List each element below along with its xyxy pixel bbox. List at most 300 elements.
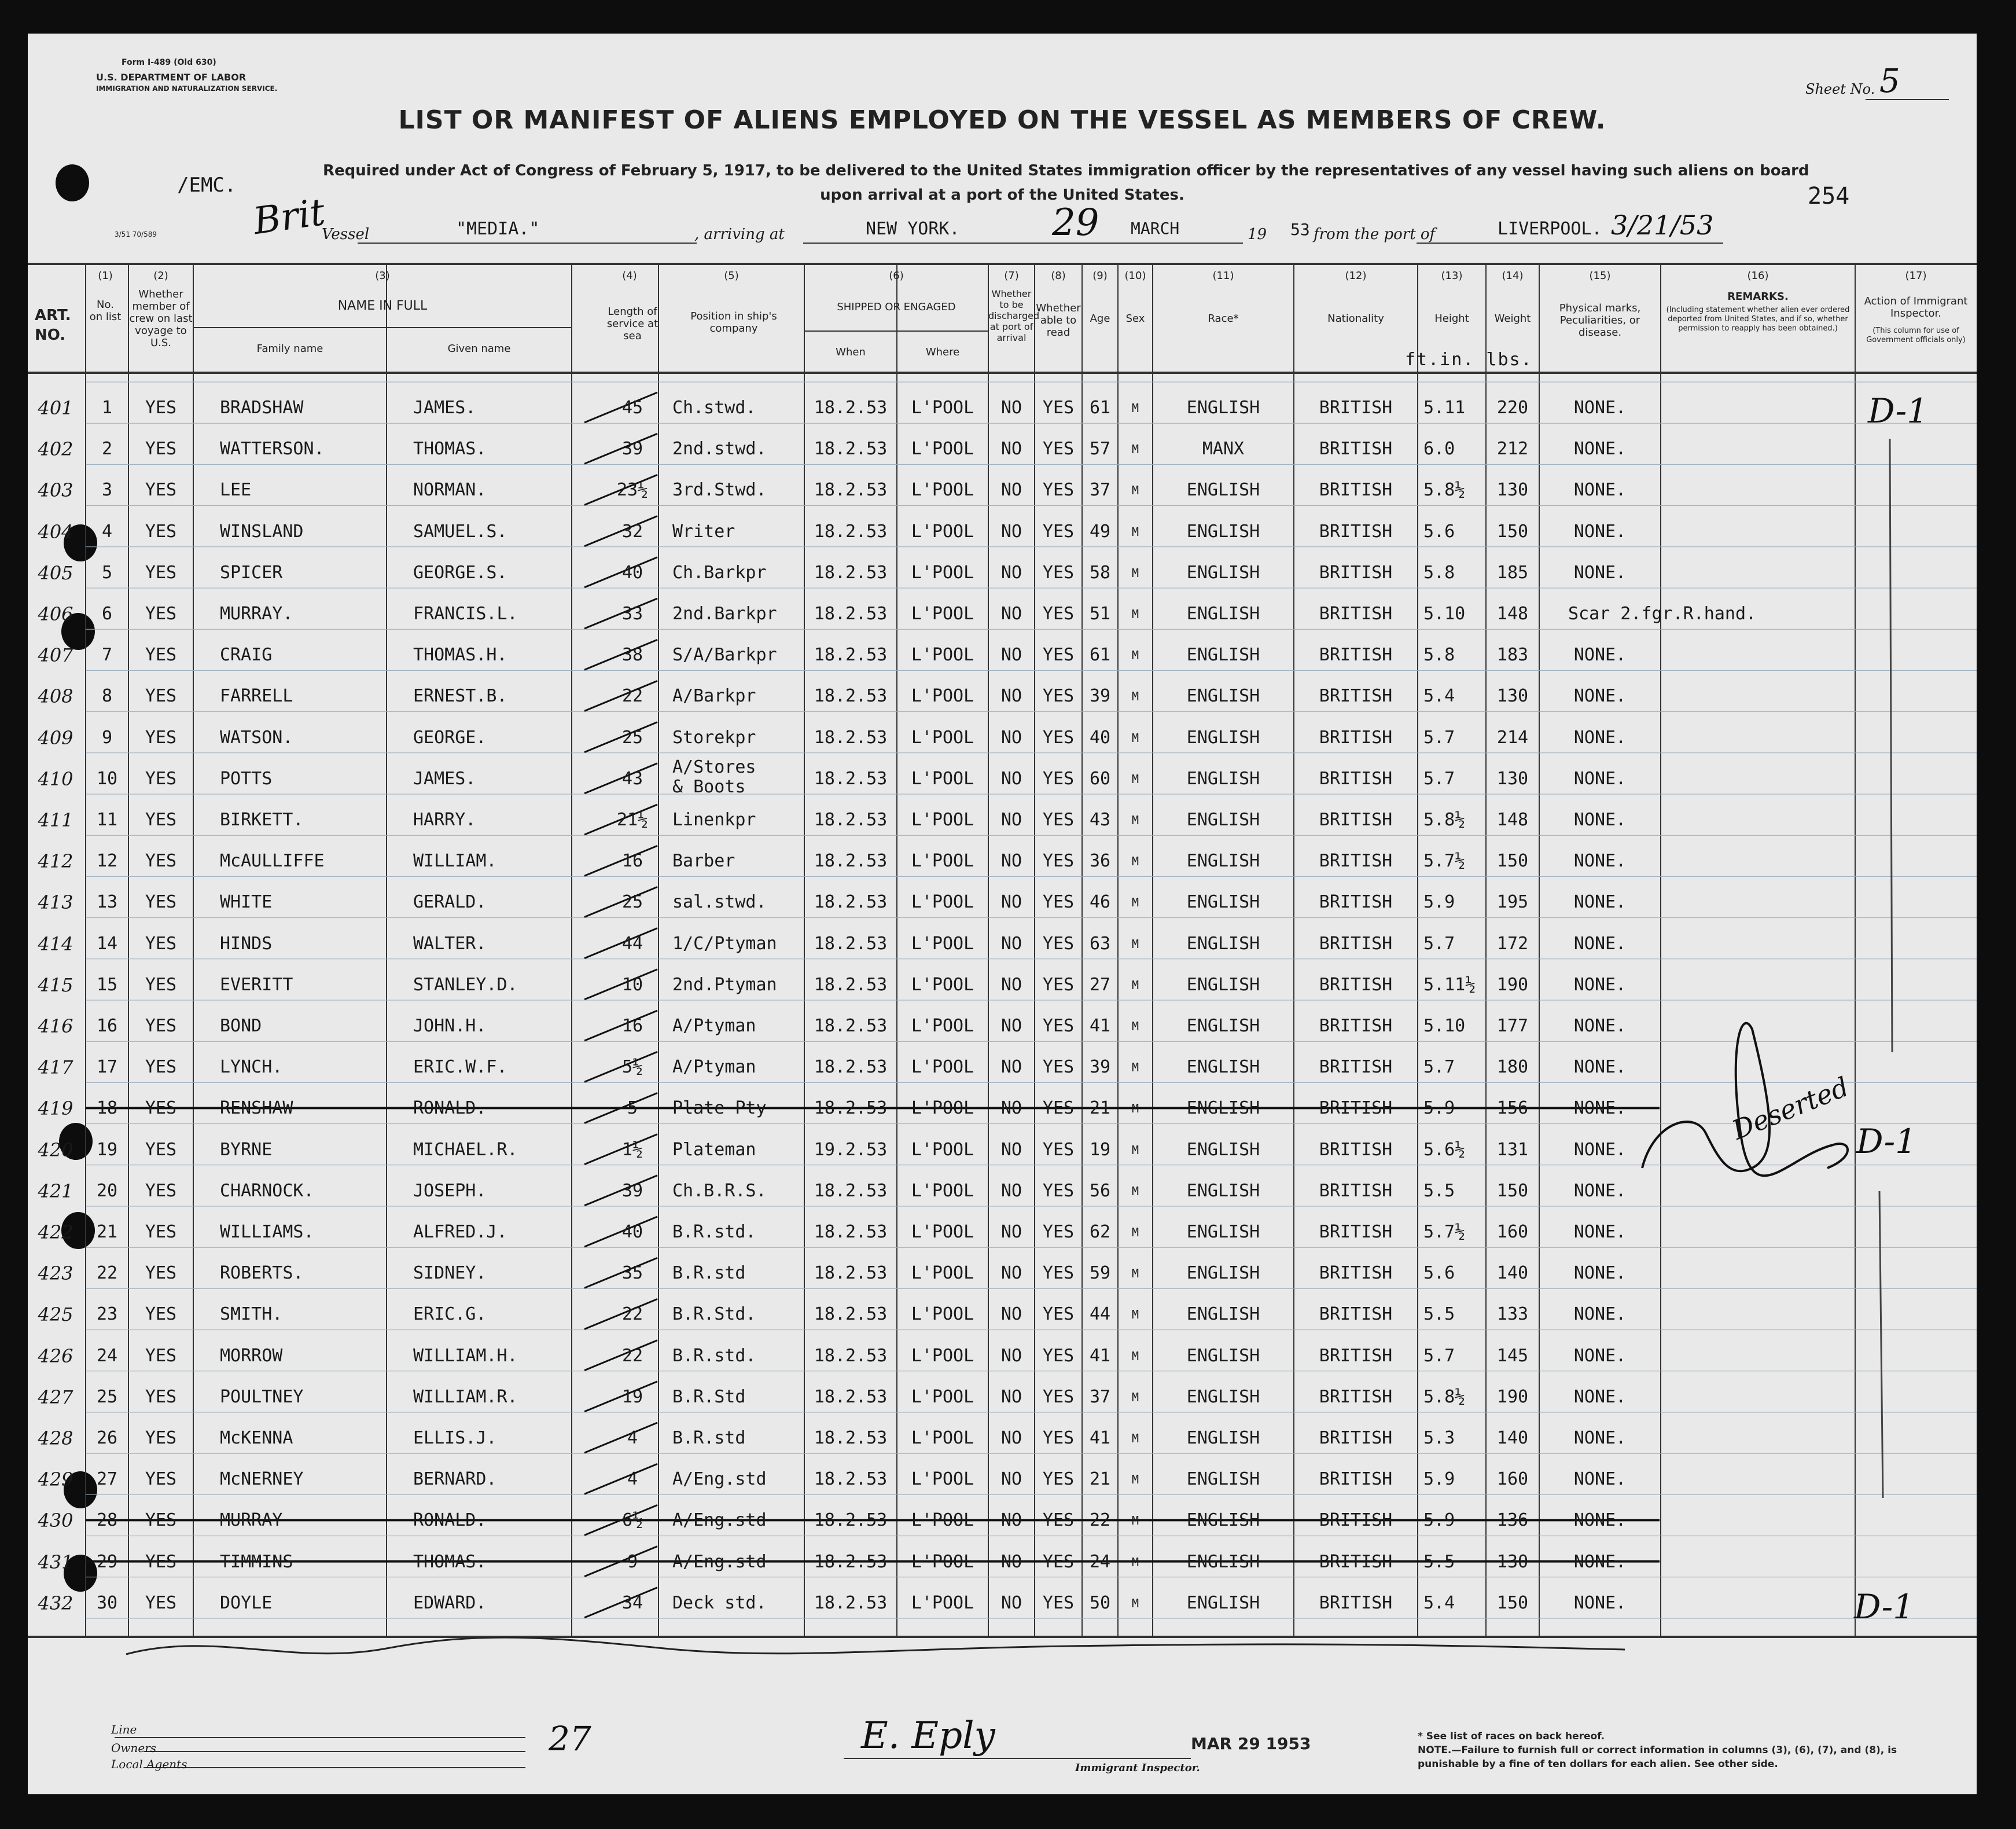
cell-sex: M [1131, 689, 1139, 704]
form-number: Form I-489 (Old 630) [122, 58, 216, 67]
cell-no: 7 [101, 645, 113, 666]
header-number: (7) [1004, 270, 1019, 282]
cell-age: 57 [1089, 439, 1111, 460]
cell-when: 18.2.53 [814, 1057, 888, 1078]
cell-disch: NO [1000, 974, 1022, 995]
cell-marks: NONE. [1573, 1304, 1627, 1325]
cell-when: 18.2.53 [814, 562, 888, 583]
deserted-signature: Deserted [1727, 1071, 1853, 1146]
cell-given: GERALD. [413, 892, 487, 913]
cell-weight: 150 [1496, 521, 1529, 542]
cell-age: 46 [1089, 892, 1111, 913]
cell-marks: NONE. [1573, 1139, 1627, 1160]
cell-nat: BRITISH [1319, 1469, 1393, 1490]
cell-family: WATTERSON. [220, 439, 325, 460]
cell-age: 59 [1089, 1263, 1111, 1284]
cell-disch: NO [1000, 1551, 1022, 1572]
cell-family: CRAIG [220, 645, 273, 666]
cell-last: YES [145, 1345, 177, 1366]
cell-no: 16 [96, 1016, 118, 1036]
header-discharged: Whether to be discharged at port of arrival [988, 288, 1040, 343]
cell-where: L'POOL [911, 1386, 974, 1407]
cell-last: YES [145, 1551, 177, 1572]
cell-disch: NO [1000, 1304, 1022, 1325]
cell-given: JOHN.H. [413, 1016, 487, 1036]
cell-race: ENGLISH [1186, 1345, 1260, 1366]
cell-read: YES [1042, 1428, 1075, 1448]
cell-last: YES [145, 1263, 177, 1284]
cell-weight: 156 [1496, 1098, 1529, 1119]
cell-service: 4 [627, 1469, 638, 1490]
cell-read: YES [1042, 1510, 1075, 1531]
cell-family: SPICER [220, 562, 283, 583]
cell-last: YES [145, 439, 177, 460]
cell-nat: BRITISH [1319, 645, 1393, 666]
cell-family: MURRAY. [220, 604, 293, 624]
cell-position: B.R.std [672, 1263, 746, 1284]
cell-nat: BRITISH [1319, 1057, 1393, 1078]
cell-no: 15 [96, 974, 118, 995]
cell-when: 18.2.53 [814, 1098, 888, 1119]
cell-where: L'POOL [911, 1304, 974, 1325]
cell-service: 22 [621, 1345, 643, 1366]
form-title: LIST OR MANIFEST OF ALIENS EMPLOYED ON THE VESSEL AS MEMBERS OF CREW. [398, 105, 1606, 135]
cell-age: 39 [1089, 1057, 1111, 1078]
cell-height: 5.8 [1423, 645, 1455, 666]
cell-disch: NO [1000, 1428, 1022, 1448]
cell-position: A/Eng.std [672, 1551, 767, 1572]
cell-age: 60 [1089, 768, 1111, 789]
cell-age: 61 [1089, 398, 1111, 418]
cell-no: 21 [96, 1222, 118, 1242]
cell-marks: NONE. [1573, 1016, 1627, 1036]
cell-weight: 148 [1496, 604, 1529, 624]
cell-last: YES [145, 1016, 177, 1036]
cell-where: L'POOL [911, 645, 974, 666]
cell-last: YES [145, 645, 177, 666]
cell-read: YES [1042, 1304, 1075, 1325]
cell-height: 5.6 [1423, 521, 1455, 542]
cell-disch: NO [1000, 604, 1022, 624]
service-name: IMMIGRATION AND NATURALIZATION SERVICE. [96, 85, 278, 93]
cell-position: B.R.std. [672, 1345, 756, 1366]
sheet-number: 5 [1879, 63, 1900, 100]
cell-given: SIDNEY. [413, 1263, 487, 1284]
header-number: (4) [622, 270, 637, 282]
cell-where: L'POOL [911, 1057, 974, 1078]
inspector-label: Immigrant Inspector. [1075, 1762, 1200, 1774]
form-subtitle-2: upon arrival at a port of the United States. [820, 186, 1184, 204]
cell-given: JAMES. [413, 398, 476, 418]
cell-sex: M [1131, 1431, 1139, 1445]
inspector-signature: E. Eply [861, 1714, 995, 1757]
cell-given: THOMAS. [413, 1551, 487, 1572]
cell-sex: M [1131, 1019, 1139, 1033]
cell-sex: M [1131, 1390, 1139, 1404]
cell-marks: NONE. [1573, 398, 1627, 418]
cell-when: 18.2.53 [814, 521, 888, 542]
cell-nat: BRITISH [1319, 1304, 1393, 1325]
cell-position: B.R.Std. [672, 1304, 756, 1325]
cell-position: A/Eng.std [672, 1469, 767, 1490]
cell-marks: NONE. [1573, 1428, 1627, 1448]
cell-given: GEORGE.S. [413, 562, 507, 583]
cell-family: HINDS [220, 933, 273, 954]
header-shipped-engaged: SHIPPED OR ENGAGED [837, 301, 956, 313]
cell-sex: M [1131, 442, 1139, 457]
cell-read: YES [1042, 851, 1075, 872]
cell-art: 427 [38, 1386, 73, 1408]
cell-age: 41 [1089, 1428, 1111, 1448]
cell-where: L'POOL [911, 1469, 974, 1490]
cell-read: YES [1042, 727, 1075, 748]
cell-weight: 150 [1496, 1592, 1529, 1613]
cell-when: 18.2.53 [814, 974, 888, 995]
cell-height: 5.11 [1423, 398, 1466, 418]
units-row: ft.in. lbs. [1405, 350, 1533, 370]
cell-last: YES [145, 604, 177, 624]
cell-given: MICHAEL.R. [413, 1139, 518, 1160]
header-number: (8) [1051, 270, 1066, 282]
cell-where: L'POOL [911, 892, 974, 913]
cell-last: YES [145, 1304, 177, 1325]
cell-where: L'POOL [911, 1510, 974, 1531]
cell-position: 3rd.Stwd. [672, 480, 767, 501]
cell-height: 5.9 [1423, 1469, 1455, 1490]
cell-race: ENGLISH [1186, 1098, 1260, 1119]
cell-family: SMITH. [220, 1304, 283, 1325]
cell-art: 432 [38, 1592, 73, 1614]
header-where: Where [925, 346, 960, 358]
cell-when: 18.2.53 [814, 686, 888, 707]
cell-weight: 130 [1496, 686, 1529, 707]
header-number: (11) [1212, 270, 1234, 282]
cell-no: 25 [96, 1386, 118, 1407]
cell-age: 39 [1089, 686, 1111, 707]
cell-service: 39 [621, 439, 643, 460]
cell-no: 23 [96, 1304, 118, 1325]
header-no-on-list: No. on list [89, 299, 122, 323]
cell-read: YES [1042, 768, 1075, 789]
cell-age: 62 [1089, 1222, 1111, 1242]
cell-disch: NO [1000, 562, 1022, 583]
header-number: (13) [1441, 270, 1463, 282]
cell-disch: NO [1000, 810, 1022, 830]
vessel-name: "MEDIA." [456, 219, 540, 239]
cell-height: 5.5 [1423, 1304, 1455, 1325]
header-nationality: Nationality [1327, 313, 1384, 325]
vessel-label: Vessel [322, 226, 370, 243]
cell-last: YES [145, 727, 177, 748]
cell-read: YES [1042, 1222, 1075, 1242]
cell-where: L'POOL [911, 562, 974, 583]
header-weight: Weight [1494, 313, 1531, 325]
header-number: (1) [98, 270, 113, 282]
cell-art: 430 [38, 1510, 73, 1532]
cell-art: 411 [38, 809, 73, 831]
cell-height: 5.4 [1423, 686, 1455, 707]
cell-height: 5.4 [1423, 1592, 1455, 1613]
cell-age: 63 [1089, 933, 1111, 954]
cell-art: 419 [38, 1097, 73, 1120]
cell-no: 5 [101, 562, 113, 583]
cell-weight: 190 [1496, 1386, 1529, 1407]
cell-nat: BRITISH [1319, 398, 1393, 418]
cell-height: 5.9 [1423, 892, 1455, 913]
cell-race: ENGLISH [1186, 398, 1260, 418]
cell-sex: M [1131, 1225, 1139, 1239]
cell-when: 18.2.53 [814, 1304, 888, 1325]
cell-last: YES [145, 892, 177, 913]
cell-where: L'POOL [911, 1016, 974, 1036]
cell-position: Plate Pty [672, 1098, 767, 1119]
cell-given: GEORGE. [413, 727, 487, 748]
cell-position: Ch.B.R.S. [672, 1180, 767, 1201]
arrival-month: MARCH [1131, 219, 1180, 238]
cell-service: 16 [621, 1016, 643, 1036]
footer-line-label: Line [111, 1723, 137, 1736]
cell-race: ENGLISH [1186, 851, 1260, 872]
cell-where: L'POOL [911, 1098, 974, 1119]
cell-art: 410 [38, 767, 73, 790]
cell-service: 19 [621, 1386, 643, 1407]
header-number: (14) [1502, 270, 1524, 282]
cell-last: YES [145, 810, 177, 830]
cell-art: 428 [38, 1427, 73, 1449]
cell-weight: 130 [1496, 1551, 1529, 1572]
cell-family: McKENNA [220, 1428, 293, 1448]
cell-race: ENGLISH [1186, 1057, 1260, 1078]
cell-marks: NONE. [1573, 439, 1627, 460]
cell-no: 28 [96, 1510, 118, 1531]
cell-race: ENGLISH [1186, 1551, 1260, 1572]
cell-height: 5.8 [1423, 562, 1455, 583]
cell-position: 2nd.Ptyman [672, 974, 777, 995]
cell-family: ROBERTS. [220, 1263, 304, 1284]
cell-where: L'POOL [911, 398, 974, 418]
cell-sex: M [1131, 772, 1139, 786]
cell-nat: BRITISH [1319, 1428, 1393, 1448]
cell-given: SAMUEL.S. [413, 521, 507, 542]
cell-family: WATSON. [220, 727, 293, 748]
cell-position: Ch.Barkpr [672, 562, 767, 583]
cell-sex: M [1131, 1143, 1139, 1157]
header-position: Position in ship's company [690, 310, 777, 335]
cell-given: FRANCIS.L. [413, 604, 518, 624]
cell-service: 40 [621, 1222, 643, 1242]
cell-given: ERIC.G. [413, 1304, 487, 1325]
cell-read: YES [1042, 645, 1075, 666]
cell-art: 415 [38, 974, 73, 996]
cell-weight: 130 [1496, 480, 1529, 501]
cell-no: 8 [101, 686, 113, 707]
header-number: (6) [889, 270, 904, 282]
year-suffix: 53 [1290, 220, 1310, 239]
cell-race: ENGLISH [1186, 1386, 1260, 1407]
cell-race: ENGLISH [1186, 1510, 1260, 1531]
cell-where: L'POOL [911, 1551, 974, 1572]
cell-sex: M [1131, 401, 1139, 415]
header-remarks-note: (Including statement whether alien ever ordered deported from United States, and if so, whether permission to reapply has been obtained.) [1666, 306, 1850, 333]
cell-where: L'POOL [911, 810, 974, 830]
cell-age: 37 [1089, 1386, 1111, 1407]
cell-service: 44 [621, 933, 643, 954]
cell-weight: 140 [1496, 1428, 1529, 1448]
cell-marks: NONE. [1573, 810, 1627, 830]
cell-marks: NONE. [1573, 562, 1627, 583]
cell-height: 5.6 [1423, 1263, 1455, 1284]
cell-sex: M [1131, 1596, 1139, 1610]
cell-marks: NONE. [1573, 727, 1627, 748]
cell-no: 30 [96, 1592, 118, 1613]
cell-family: BOND [220, 1016, 262, 1036]
cell-family: FARRELL [220, 686, 293, 707]
cell-family: TIMMINS [220, 1551, 293, 1572]
cell-race: ENGLISH [1186, 686, 1260, 707]
cell-last: YES [145, 1057, 177, 1078]
cell-nat: BRITISH [1319, 892, 1393, 913]
cell-when: 18.2.53 [814, 439, 888, 460]
cell-where: L'POOL [911, 974, 974, 995]
header-number: (9) [1092, 270, 1108, 282]
cell-family: WHITE [220, 892, 273, 913]
cell-nat: BRITISH [1319, 768, 1393, 789]
cell-race: ENGLISH [1186, 727, 1260, 748]
cell-read: YES [1042, 1016, 1075, 1036]
header-number: (16) [1747, 270, 1769, 282]
cell-nat: BRITISH [1319, 1386, 1393, 1407]
cell-art: 407 [38, 644, 73, 667]
cell-height: 5.7½ [1423, 851, 1466, 872]
cell-given: THOMAS. [413, 439, 487, 460]
cell-no: 24 [96, 1345, 118, 1366]
cell-no: 20 [96, 1180, 118, 1201]
cell-race: ENGLISH [1186, 1222, 1260, 1242]
cell-position: B.R.Std [672, 1386, 746, 1407]
cell-given: RONALD. [413, 1098, 487, 1119]
cell-when: 18.2.53 [814, 768, 888, 789]
cell-given: JAMES. [413, 768, 476, 789]
cell-last: YES [145, 851, 177, 872]
cell-position: B.R.std. [672, 1222, 756, 1242]
cell-given: WILLIAM.H. [413, 1345, 518, 1366]
cell-weight: 195 [1496, 892, 1529, 913]
cell-age: 19 [1089, 1139, 1111, 1160]
cell-sex: M [1131, 524, 1139, 539]
cell-no: 13 [96, 892, 118, 913]
cell-when: 18.2.53 [814, 398, 888, 418]
cell-position: Writer [672, 521, 735, 542]
cell-race: ENGLISH [1186, 768, 1260, 789]
cell-weight: 160 [1496, 1222, 1529, 1242]
cell-height: 5.9 [1423, 1510, 1455, 1531]
cell-marks: NONE. [1573, 686, 1627, 707]
top-annotation: /EMC. [177, 174, 237, 197]
cell-art: 403 [38, 479, 73, 502]
cell-last: YES [145, 562, 177, 583]
cell-art: 406 [38, 603, 73, 625]
cell-race: ENGLISH [1186, 604, 1260, 624]
cell-service: 38 [621, 645, 643, 666]
cell-read: YES [1042, 1180, 1075, 1201]
cell-sex: M [1131, 1184, 1139, 1198]
cell-when: 18.2.53 [814, 645, 888, 666]
cell-height: 5.5 [1423, 1180, 1455, 1201]
arrival-port: NEW YORK. [866, 219, 960, 239]
header-when: When [836, 346, 866, 358]
cell-given: ELLIS.J. [413, 1428, 497, 1448]
cell-position: Ch.stwd. [672, 398, 756, 418]
cell-age: 50 [1089, 1592, 1111, 1613]
cell-marks: NONE. [1573, 1469, 1627, 1490]
cell-art: 417 [38, 1056, 73, 1079]
cell-position: A/Barkpr [672, 686, 756, 707]
cell-age: 58 [1089, 562, 1111, 583]
cell-family: WILLIAMS. [220, 1222, 314, 1242]
cell-service: 5½ [621, 1057, 643, 1078]
cell-given: NORMAN. [413, 480, 487, 501]
header-number: (3) [375, 270, 390, 282]
from-port: LIVERPOOL. [1498, 219, 1602, 239]
cell-read: YES [1042, 933, 1075, 954]
cell-service: 4 [627, 1428, 638, 1448]
stamp-number: 254 [1808, 183, 1850, 210]
cell-where: L'POOL [911, 933, 974, 954]
cell-disch: NO [1000, 768, 1022, 789]
cell-family: POTTS [220, 768, 273, 789]
cell-where: L'POOL [911, 727, 974, 748]
cell-sex: M [1131, 1349, 1139, 1363]
cell-service: 16 [621, 851, 643, 872]
cell-age: 41 [1089, 1345, 1111, 1366]
cell-when: 18.2.53 [814, 1386, 888, 1407]
cell-position: Linenkpr [672, 810, 756, 830]
cell-service: 23½ [616, 480, 649, 501]
cell-position: Deck std. [672, 1592, 767, 1613]
header-age: Age [1090, 313, 1110, 325]
cell-art: 420 [38, 1138, 73, 1161]
cell-art: 405 [38, 561, 73, 584]
cell-nat: BRITISH [1319, 810, 1393, 830]
header-name-in-full: NAME IN FULL [337, 299, 428, 313]
cell-given: WILLIAM.R. [413, 1386, 518, 1407]
cell-marks: NONE. [1573, 933, 1627, 954]
cell-family: BRADSHAW [220, 398, 304, 418]
cell-art: 414 [38, 932, 73, 955]
cell-when: 18.2.53 [814, 1592, 888, 1613]
header-able-to-read: Whether able to read [1036, 302, 1081, 339]
cell-race: ENGLISH [1186, 645, 1260, 666]
cell-age: 22 [1089, 1510, 1111, 1531]
cell-read: YES [1042, 1386, 1075, 1407]
cell-nat: BRITISH [1319, 1551, 1393, 1572]
cell-family: WINSLAND [220, 521, 304, 542]
cell-no: 3 [101, 480, 113, 501]
cell-race: ENGLISH [1186, 1139, 1260, 1160]
cell-no: 14 [96, 933, 118, 954]
cell-where: L'POOL [911, 1139, 974, 1160]
cell-service: 5 [627, 1098, 638, 1119]
line-count: 27 [549, 1719, 591, 1758]
cell-position: 1/C/Ptyman [672, 933, 777, 954]
header-race: Race* [1208, 313, 1239, 325]
header-physical-marks: Physical marks, Peculiarities, or disease. [1559, 302, 1641, 339]
cell-read: YES [1042, 604, 1075, 624]
year-prefix: 19 [1248, 226, 1267, 243]
cell-disch: NO [1000, 851, 1022, 872]
cell-when: 18.2.53 [814, 1263, 888, 1284]
cell-sex: M [1131, 1555, 1139, 1569]
